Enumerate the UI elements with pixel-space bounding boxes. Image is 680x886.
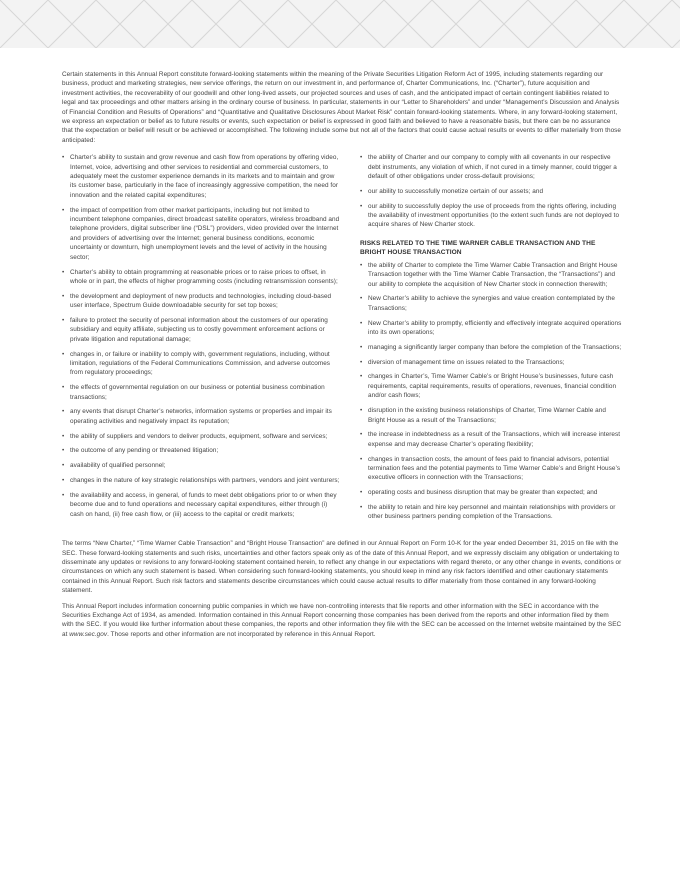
zigzag-pattern — [0, 0, 680, 48]
list-item — [360, 372, 622, 400]
list-item-text: the ability of Charter to complete the Time Warner Cable Transaction and Bright House Transaction together with the Time Warner Cable Transaction, the “Transactions”) and our ability to complete the acquisition of New Charter stock in connection therewith; — [368, 261, 618, 288]
bullet-icon: • — [360, 261, 363, 269]
bullet-icon: • — [360, 295, 363, 303]
closing-paragraph: The terms “New Charter,” “Time Warner Cable Transaction” and “Bright House Transaction” are defined in our Annual Report on Form 10-K for the year ended December 31, 2015 on file with the SEC. These forward-looking statements and such risks, uncertainties and other factors speak only as of the date of this Annual Report, and we expressly disclaim any obligation or undertaking to disseminate any updates or revisions to any forward-looking statement contained herein, to reflect any change in our expectations with regard thereto, or any other change in events, conditions or circumstances on which any such statement is based. When considering such forward-looking statements, you should keep in mind any risk factors identified and other cautionary statements contained in this Annual Report. Such risk factors and statements describe circumstances which could cause actual results to differ materially from those contained in any forward-looking statement. — [62, 540, 622, 595]
bullet-icon: • — [62, 154, 65, 162]
right-column — [360, 153, 622, 527]
bullet-icon: • — [62, 268, 65, 276]
list-item — [62, 407, 340, 426]
bullet-icon: • — [62, 476, 65, 484]
list-item — [360, 202, 622, 230]
sec-info-text: This Annual Report includes information concerning public companies in which we have non-controlling interests that file reports and other information with the SEC in accordance with the Securities Exchange Act of 1934, as amended. Information contained in this Annual Report concerning those companies has been derived from the reports and other information filed by them with the SEC. If you would like further information about these companies, the reports and other information they file with the SEC can be accessed on the Internet website maintained by the SEC at — [62, 602, 622, 638]
bullet-icon: • — [62, 408, 65, 416]
list-item — [360, 358, 622, 367]
list-item-text: Charter’s ability to obtain programming at reasonable prices or to raise prices to offset, in whole or in part, the effects of higher programming costs (including retransmission consents); — [70, 268, 338, 285]
bullet-icon: • — [360, 319, 363, 327]
bullet-icon: • — [360, 373, 363, 381]
list-item-text: our ability to successfully monetize certain of our assets; and — [368, 187, 544, 195]
list-item — [360, 406, 622, 425]
list-item-text: changes in Charter’s, Time Warner Cable’s or Bright House’s businesses, future cash requirements, capital requirements, results of operations, revenues, financial condition and/or cash flows; — [368, 373, 617, 400]
sec-info-paragraph — [62, 602, 622, 640]
bullet-icon: • — [62, 384, 65, 392]
list-item-text: managing a significantly larger company than before the completion of the Transactions; — [368, 343, 622, 351]
bullet-icon: • — [360, 187, 363, 195]
factor-columns — [62, 153, 622, 527]
list-item — [62, 461, 340, 470]
left-column — [62, 153, 340, 527]
bullet-icon: • — [62, 491, 65, 499]
list-item-text: the effects of governmental regulation on our business or potential business combination transactions; — [70, 384, 325, 401]
bullet-icon: • — [360, 154, 363, 162]
list-item — [360, 488, 622, 497]
list-item-text: Charter’s ability to sustain and grow revenue and cash flow from operations by offering video, Internet, voice, advertising and other services to residential and commercial customers, to adequately meet the customer experience demands in its markets and to maintain and grow its customer base, particularly in the face of increasingly aggressive competition, the need for innovation and the related capital expenditures; — [70, 154, 339, 199]
bullet-icon: • — [360, 202, 363, 210]
sec-info-text-end: . Those reports and other information are not incorporated by reference in this Annual Report. — [107, 630, 376, 638]
right-factor-list — [360, 153, 622, 230]
list-item — [62, 491, 340, 519]
list-item — [360, 319, 622, 338]
bullet-icon: • — [360, 358, 363, 366]
list-item-text: failure to protect the security of personal information about the customers of our operating subsidiary and equity affiliate, subjecting us to costly government enforcement actions or private litigation and reputational damage; — [70, 316, 328, 343]
bullet-icon: • — [360, 431, 363, 439]
list-item-text: disruption in the existing business relationships of Charter, Time Warner Cable and Bright House as a result of the Transactions; — [368, 407, 606, 424]
risks-heading: RISKS RELATED TO THE TIME WARNER CABLE TRANSACTION AND THE BRIGHT HOUSE TRANSACTION — [360, 239, 596, 256]
list-item — [62, 268, 340, 287]
list-item — [360, 343, 622, 352]
list-item — [360, 261, 622, 289]
list-item-text: the ability of Charter and our company to comply with all covenants in our respective debt instruments, any violation of which, if not cured in a timely manner, could trigger a default of other obligations under cross-default provisions; — [368, 154, 617, 181]
risk-factor-list — [360, 261, 622, 522]
list-item — [62, 292, 340, 311]
bullet-icon: • — [360, 503, 363, 511]
list-item — [360, 294, 622, 313]
forward-looking-statements — [62, 70, 622, 645]
list-item — [62, 350, 340, 378]
list-item-text: changes in transaction costs, the amount of fees paid to financial advisors, potential termination fees and the potential payments to Time Warner Cable’s and Bright House’s executive officers in connection with the Transactions; — [368, 455, 621, 482]
list-item-text: the increase in indebtedness as a result of the Transactions, which will increase interest expense and may decrease Charter’s operating flexibility; — [368, 431, 621, 448]
bullet-icon: • — [62, 447, 65, 455]
bullet-icon: • — [360, 407, 363, 415]
list-item — [62, 153, 340, 200]
bullet-icon: • — [360, 489, 363, 497]
list-item-text: the development and deployment of new products and technologies, including cloud-based user interface, Spectrum Guide downloadable security for set top boxes; — [70, 292, 332, 310]
list-item-text: changes in, or failure or inability to comply with, government regulations, including, without limitation, regulations of the Federal Communications Commission, and adverse outcomes from regulatory proceedings; — [70, 350, 331, 377]
list-item — [62, 316, 340, 344]
left-factor-list — [62, 153, 340, 519]
list-item-text: the availability and access, in general, of funds to meet debt obligations prior to or when they become due and to fund operations and necessary capital expenditures, either through (i) cash on hand, (ii) free cash flow, or (iii) access to the capital or credit markets; — [70, 491, 337, 518]
list-item — [360, 153, 622, 181]
list-item — [360, 430, 622, 449]
bullet-icon: • — [62, 206, 65, 214]
bullet-icon: • — [62, 350, 65, 358]
list-item-text: New Charter’s ability to achieve the synergies and value creation contemplated by the Transactions; — [368, 295, 615, 312]
list-item-text: changes in the nature of key strategic relationships with partners, vendors and joint venturers; — [70, 476, 340, 484]
bullet-icon: • — [62, 316, 65, 324]
bullet-icon: • — [360, 455, 363, 463]
decorative-pattern-banner — [0, 0, 680, 48]
bullet-icon: • — [360, 343, 363, 351]
list-item-text: the impact of competition from other market participants, including but not limited to incumbent telephone companies, direct broadcast satellite operators, wireless broadband and telephone providers, digital subscriber line (“DSL”) providers, video provided over the Internet and providers of advertising over the Internet; general business conditions, economic uncertainty or downturn, high unemployment levels and the level of activity in the housing sector; — [70, 206, 340, 261]
list-item — [62, 446, 340, 455]
list-item-text: the outcome of any pending or threatened litigation; — [70, 447, 219, 455]
list-item-text: operating costs and business disruption that may be greater than expected; and — [368, 489, 598, 497]
bullet-icon: • — [62, 292, 65, 300]
list-item — [62, 383, 340, 402]
list-item — [360, 503, 622, 522]
list-item-text: New Charter’s ability to promptly, efficiently and effectively integrate acquired operations into its own operations; — [368, 319, 622, 337]
sec-website-link[interactable]: www.sec.gov — [69, 630, 108, 638]
list-item-text: our ability to successfully deploy the use of proceeds from the rights offering, including the availability of investment opportunities (to the extent such funds are not deployed to acquire shares of New Charter stock. — [368, 202, 620, 229]
list-item — [360, 455, 622, 483]
list-item-text: availability of qualified personnel; — [70, 462, 166, 470]
list-item-text: the ability of suppliers and vendors to deliver products, equipment, software and services; — [70, 432, 328, 440]
list-item-text: diversion of management time on issues related to the Transactions; — [368, 358, 565, 366]
bullet-icon: • — [62, 432, 65, 440]
list-item-text: any events that disrupt Charter’s networks, information systems or properties and impair its operating activities and negatively impact its reputation; — [70, 408, 332, 425]
intro-paragraph: Certain statements in this Annual Report constitute forward-looking statements within the meaning of the Private Securities Litigation Reform Act of 1995, including statements regarding our business, product and marketing strategies, new service offerings, the return on our investment in, and performance of, Charter Communications, Inc. (“Charter”), future acquisition and investment activities, the recoverability of our goodwill and other long-lived assets, our projected sources and uses of cash, and the anticipated impact of certain contingent liabilities related to legal and tax proceedings and other matters arising in the ordinary course of business. In particular, statements in our “Letter to Shareholders” and under “Management’s Discussion and Analysis of Financial Condition and Results of Operations” and “Quantitative and Qualitative Disclosures About Market Risk” contain forward-looking statements. Where, in any forward-looking statement, we express an expectation or belief as to future results or events, such expectation or belief is expressed in good faith and believed to have a reasonable basis, but there can be no assurance that the expectation or belief will result or be achieved or accomplished. The following include some but not all of the factors that could cause actual results or events to differ materially from those anticipated: — [62, 71, 622, 144]
list-item — [62, 432, 340, 441]
list-item — [360, 187, 622, 196]
list-item — [62, 206, 340, 262]
list-item — [62, 476, 340, 485]
list-item-text: the ability to retain and hire key personnel and maintain relationships with providers or other business partners pending completion of the Transactions. — [368, 503, 616, 521]
bullet-icon: • — [62, 462, 65, 470]
